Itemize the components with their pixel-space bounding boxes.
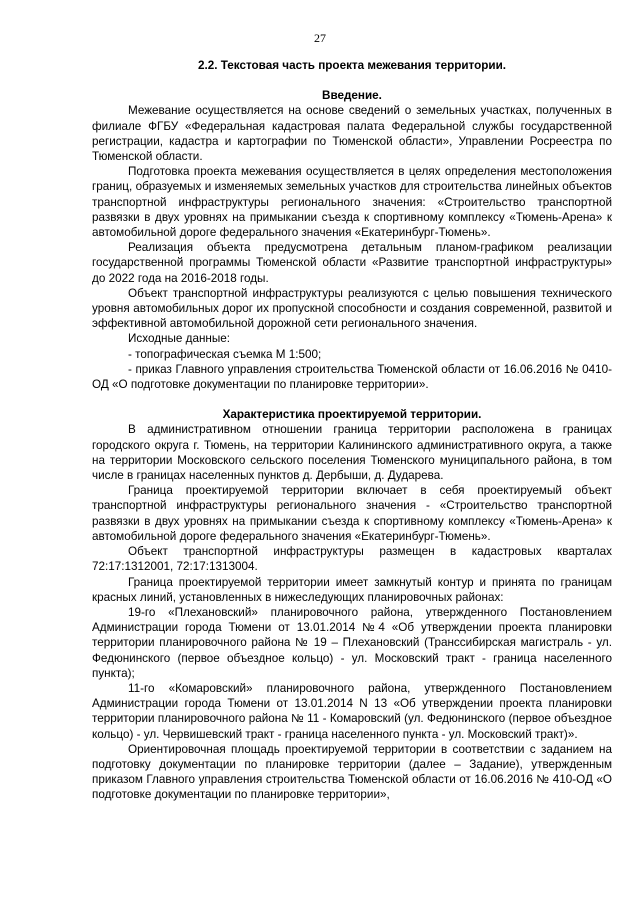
- characteristics-paragraph: Объект транспортной инфраструктуры размещен в кадастровых кварталах 72:17:1312001, 72:17:1313004.: [92, 545, 612, 574]
- intro-heading: Введение.: [322, 89, 382, 103]
- planning-district-item: 19-го «Плехановский» планировочного района, утвержденного Постановлением Администрации города Тюмени от 13.01.2014 №4 «Об утверждении проекта планировки территории планировочного района № 19 – Плехановский (Транссибирская магистраль - ул. Федюнинского (первое объездное кольцо) - ул. Московский тракт - граница населенного пункта);: [92, 605, 612, 680]
- characteristics-heading: Характеристика проектируемой территории.: [222, 408, 482, 422]
- intro-paragraph: Подготовка проекта межевания осуществляется в целях определения местоположения границ, образуемых и изменяемых земельных участков для строительства линейных объектов транспортной инфраструктуры регионального значения: «Строительство транспортной развязки в двух уровнях на примыкании съезда к спортивному комплексу «Тюмень-Арена» к автомобильной дороге федерального значения «Екатеринбург-Тюмень».: [92, 165, 612, 240]
- planning-district-item: 11-го «Комаровский» планировочного района, утвержденного Постановлением Администрации города Тюмени от 13.01.2014 N 13 «Об утверждении проекта планировки территории планировочного района № 11 - Комаровский (ул. Федюнинского (первое объездное кольцо) - ул. Червишевский тракт - граница населенного пункта - ул. Московский тракт)».: [92, 681, 612, 741]
- page-number: 27: [314, 31, 326, 45]
- intro-paragraph: Объект транспортной инфраструктуры реализуются с целью повышения технического уровня автомобильных дорог их пропускной способности и создания современной, развитой и эффективной автомобильной дорожной сети регионального значения.: [92, 286, 612, 331]
- source-data-label: Исходные данные:: [128, 332, 230, 346]
- document-page: [92, 58, 612, 803]
- source-data-item: - приказ Главного управления строительства Тюменской области от 16.06.2016 № 0410-ОД «О подготовке документации по планировке территории».: [92, 362, 612, 392]
- characteristics-paragraph: Ориентировочная площадь проектируемой территории в соответствии с заданием на подготовку документации по планировке территории (далее – Задание), утвержденным приказом Главного управления строительства Тюменской области от 16.06.2016 № 410-ОД «О подготовке документации по планировке территории»,: [92, 742, 612, 802]
- intro-paragraph: Реализация объекта предусмотрена детальным планом-графиком реализации государственной программы Тюменской области «Развитие транспортной инфраструктуры» до 2022 года на 2016-2018 годы.: [92, 241, 612, 285]
- intro-paragraph: Межевание осуществляется на основе сведений о земельных участках, полученных в филиале ФГБУ «Федеральная кадастровая палата Федеральной службы государственной регистрации, кадастра и картографии по Тюменской области», Управлении Росреестра по Тюменской области.: [92, 104, 612, 164]
- section-title: 2.2. Текстовая часть проекта межевания территории.: [197, 59, 507, 72]
- characteristics-paragraph: Граница проектируемой территории имеет замкнутый контур и принята по границам красных линий, установленных в нижеследующих планировочных районах:: [92, 575, 612, 604]
- characteristics-paragraph: В административном отношении граница территории расположена в границах городского округа г. Тюмень, на территории Калининского административного округа, а также на территории Московского сельского поселения Тюменского муниципального района, в том числе в границах населенных пунктов д. Дербыши, д. Дударева.: [92, 423, 612, 483]
- characteristics-paragraph: Граница проектируемой территории включает в себя проектируемый объект транспортной инфраструктуры регионального значения - «Строительство транспортной развязки в двух уровнях на примыкании съезда к спортивному комплексу «Тюмень-Арена» к автомобильной дороге федерального значения «Екатеринбург-Тюмень».: [92, 484, 612, 543]
- source-data-item: - топографическая съемка М 1:500;: [128, 347, 322, 361]
